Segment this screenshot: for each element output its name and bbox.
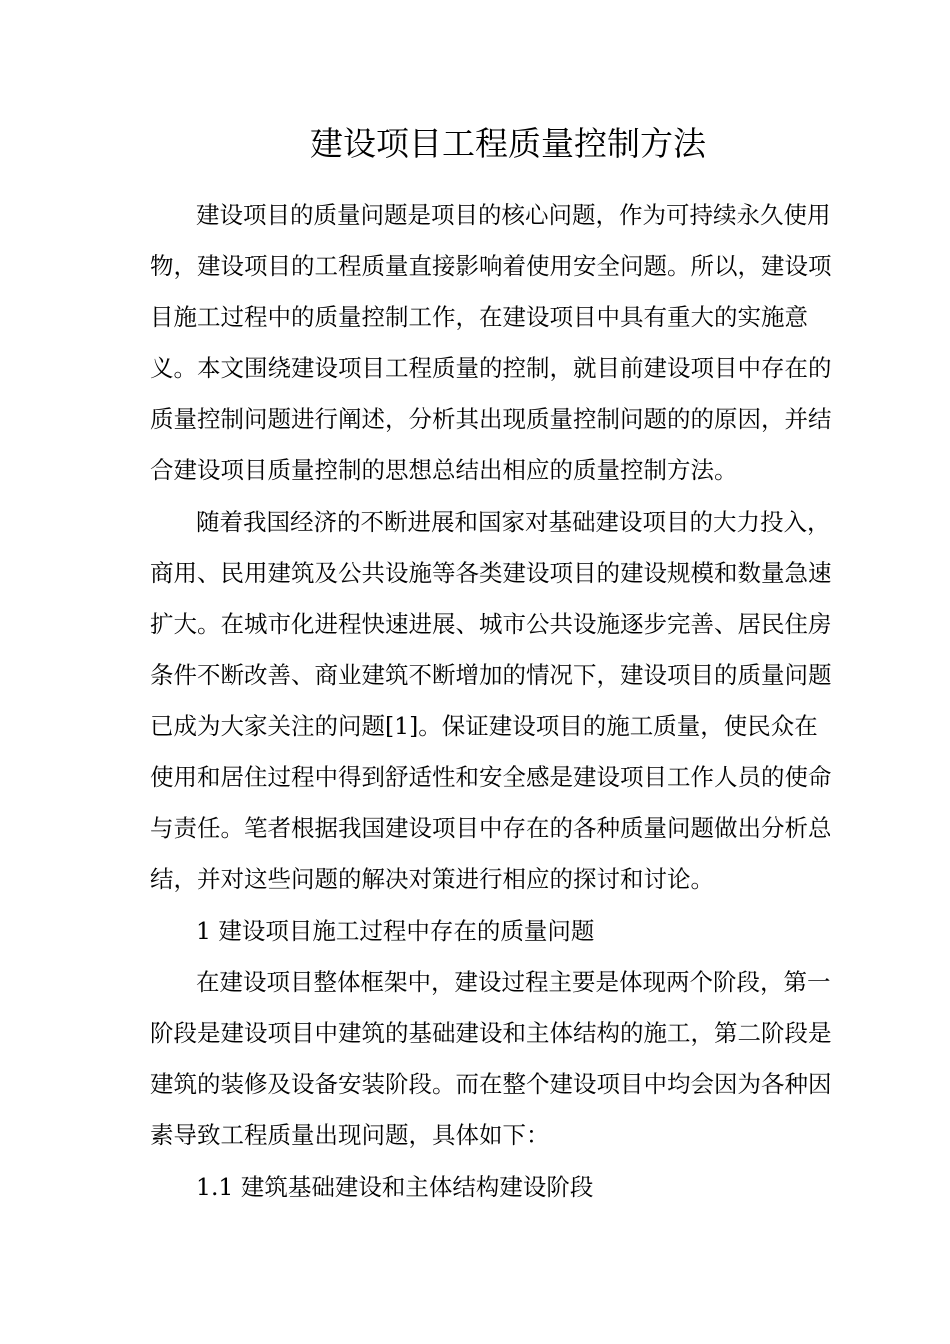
paragraph-2-line-8: 结，并对这些问题的解决对策进行相应的探讨和讨论。	[150, 865, 714, 893]
paragraph-3-line-2: 阶段是建设项目中建筑的基础建设和主体结构的施工，第二阶段是	[150, 1019, 832, 1047]
paragraph-2-line-1: 随着我国经济的不断进展和国家对基础建设项目的大力投入，	[196, 508, 831, 536]
paragraph-2-line-5: 已成为大家关注的问题[1]。保证建设项目的施工质量，使民众在	[150, 712, 818, 740]
paragraph-3-line-3: 建筑的装修及设备安装阶段。而在整个建设项目中均会因为各种因	[150, 1070, 832, 1098]
paragraph-2-line-3: 扩大。在城市化进程快速进展、城市公共设施逐步完善、居民住房	[150, 610, 832, 638]
paragraph-1-line-2: 物，建设项目的工程质量直接影响着使用安全问题。所以，建设项	[150, 252, 832, 280]
paragraph-2-line-7: 与责任。笔者根据我国建设项目中存在的各种质量问题做出分析总	[150, 814, 832, 842]
paragraph-1-line-1: 建设项目的质量问题是项目的核心问题，作为可持续永久使用	[196, 201, 831, 229]
paragraph-1-line-6: 合建设项目质量控制的思想总结出相应的质量控制方法。	[150, 456, 738, 484]
paragraph-3-line-1: 在建设项目整体框架中，建设过程主要是体现两个阶段，第一	[196, 968, 831, 996]
section-heading-1: 1 建设项目施工过程中存在的质量问题	[196, 917, 595, 945]
paragraph-1-line-4: 义。本文围绕建设项目工程质量的控制，就目前建设项目中存在的	[150, 354, 832, 382]
section-heading-1-1: 1.1 建筑基础建设和主体结构建设阶段	[196, 1173, 594, 1201]
paragraph-1-line-3: 目施工过程中的质量控制工作，在建设项目中具有重大的实施意	[150, 303, 808, 331]
paragraph-2-line-6: 使用和居住过程中得到舒适性和安全感是建设项目工作人员的使命	[150, 763, 832, 791]
paragraph-3-line-4: 素导致工程质量出现问题，具体如下：	[150, 1121, 550, 1149]
page-title: 建设项目工程质量控制方法	[310, 124, 706, 163]
paragraph-2-line-4: 条件不断改善、商业建筑不断增加的情况下，建设项目的质量问题	[150, 661, 832, 689]
paragraph-2-line-2: 商用、民用建筑及公共设施等各类建设项目的建设规模和数量急速	[150, 559, 832, 587]
paragraph-1-line-5: 质量控制问题进行阐述，分析其出现质量控制问题的的原因，并结	[150, 405, 832, 433]
